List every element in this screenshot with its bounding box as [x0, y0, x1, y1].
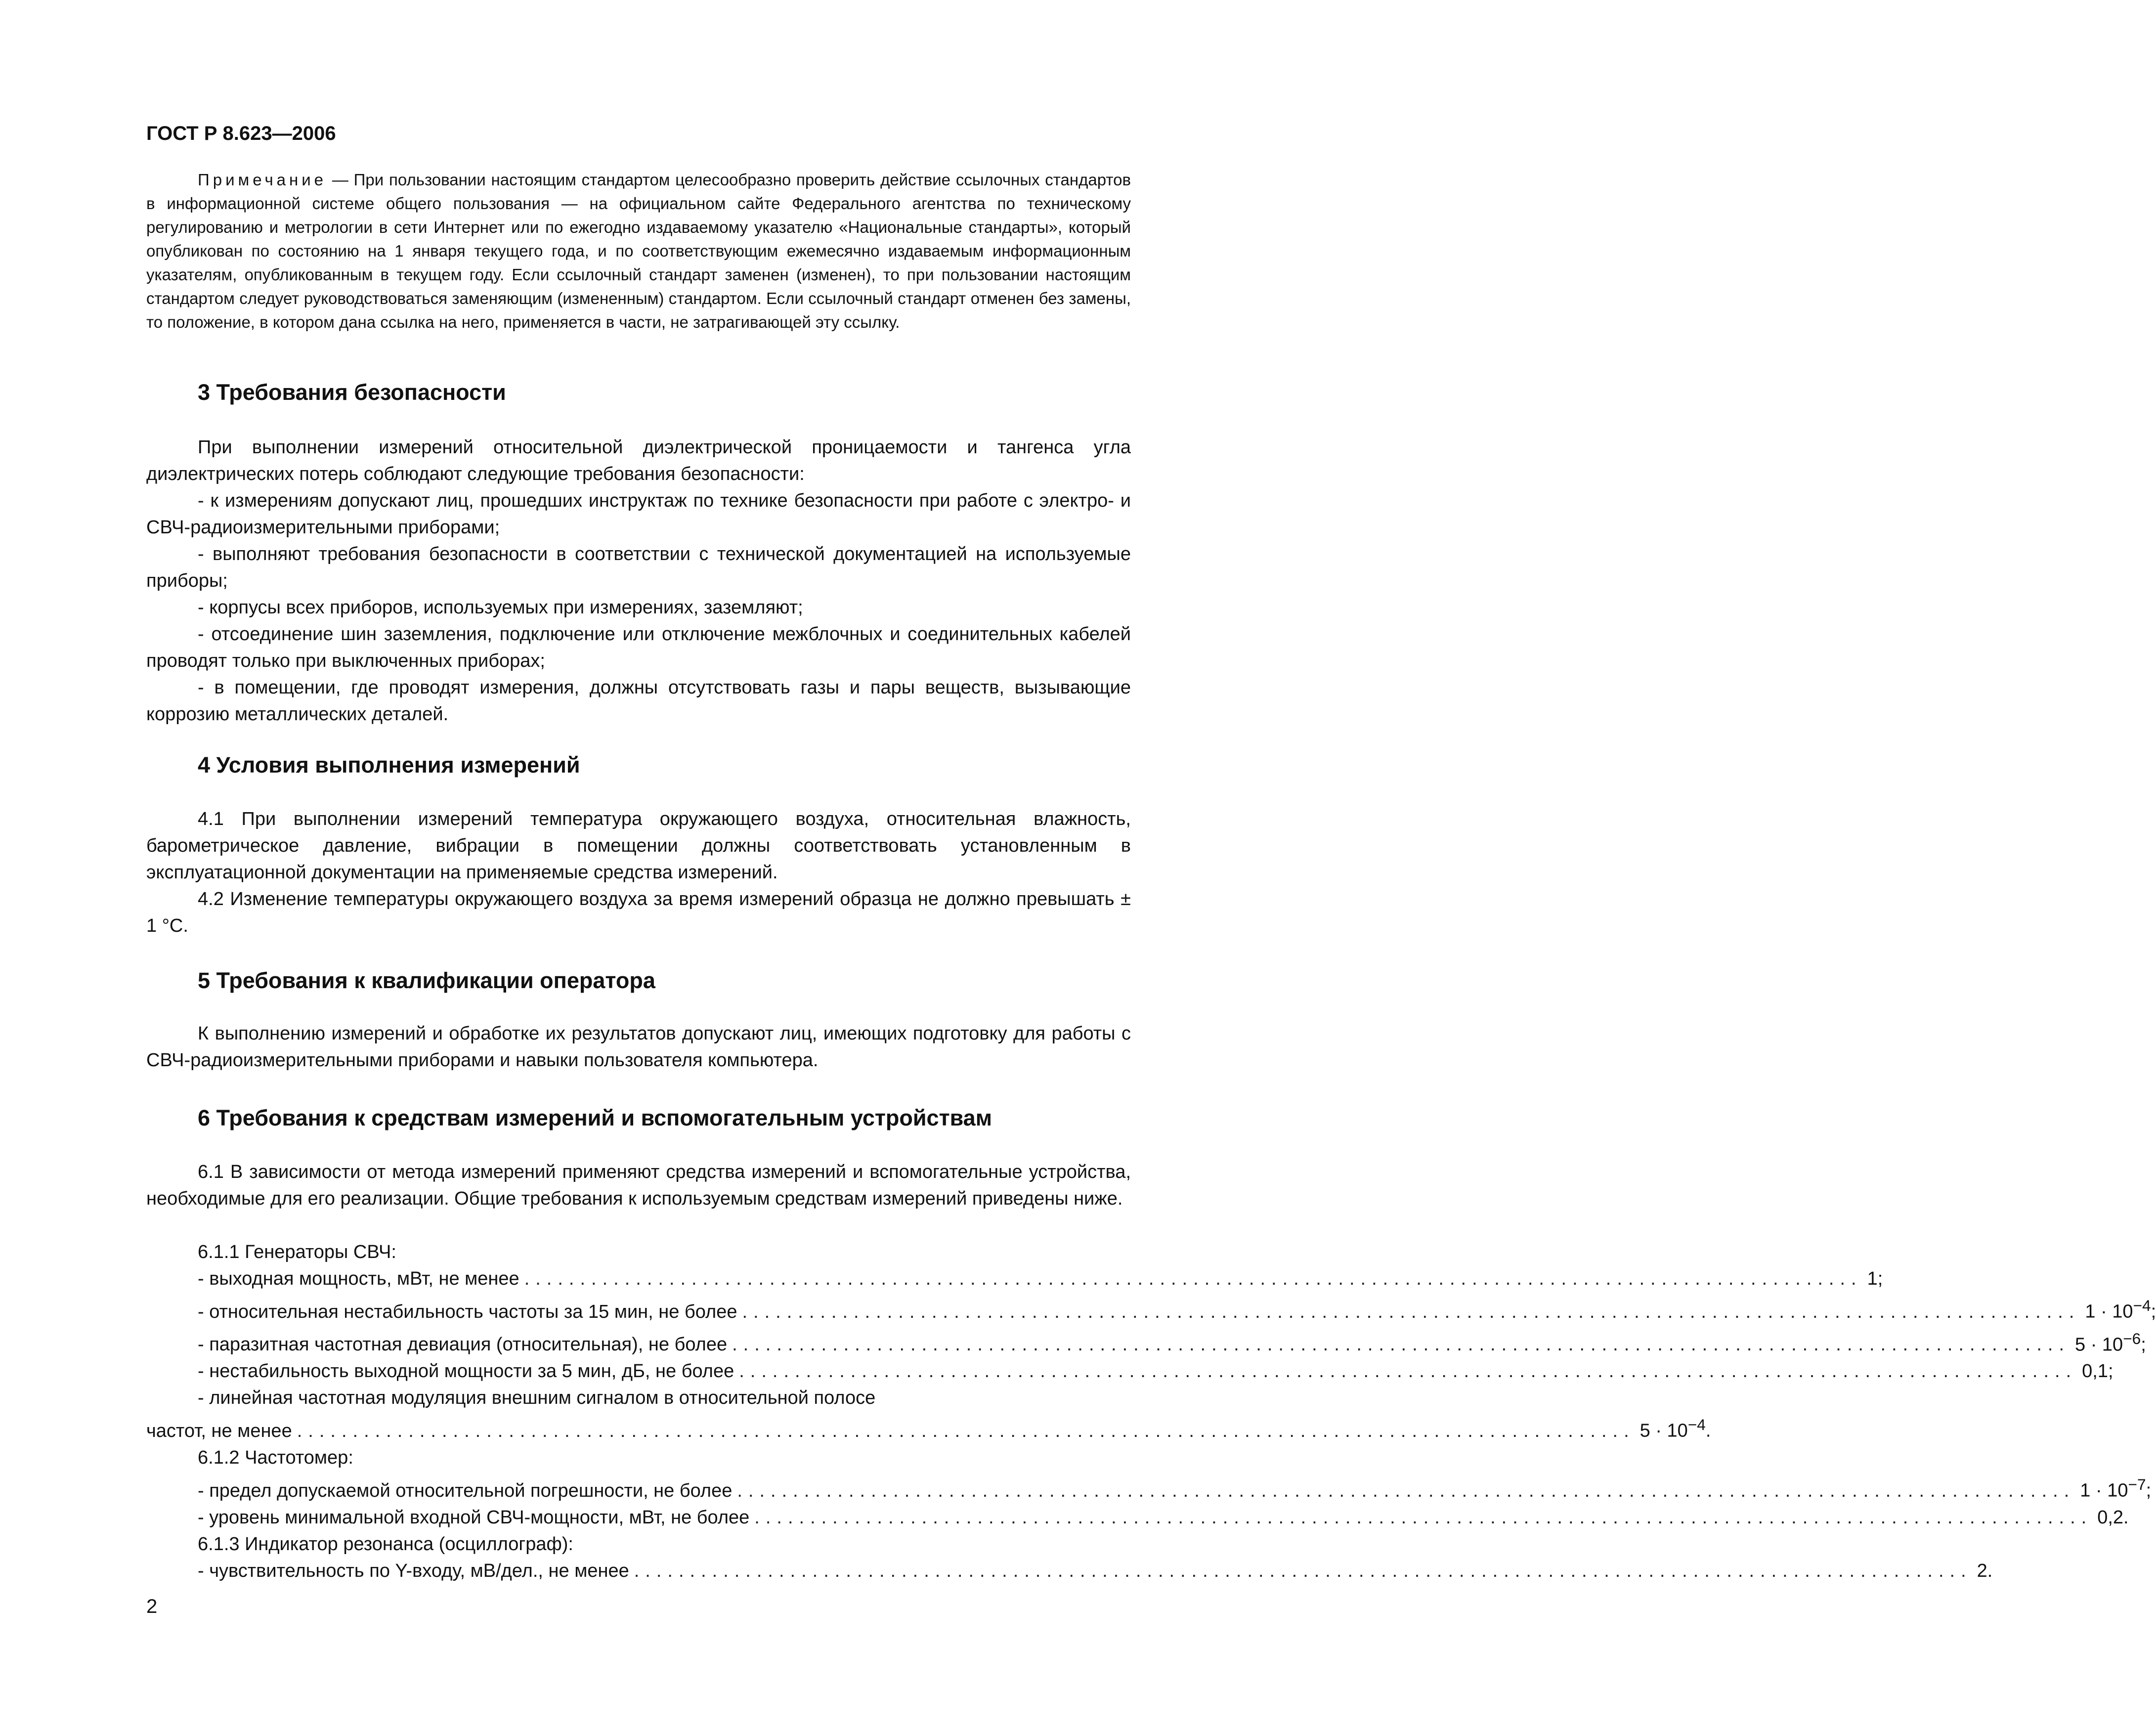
subsection-heading — [146, 1531, 1131, 1558]
section-5-heading: 5 Требования к квалификации оператора — [198, 968, 655, 993]
section-3-body — [146, 434, 1131, 728]
spec-value: $1 \cdot 10^{-7}$; — [2080, 1475, 2152, 1501]
leader-dots: ........................................................................................................................ — [742, 1301, 2080, 1322]
spec-label: - уровень минимальной входной СВЧ-мощности, мВт, не более — [198, 1507, 750, 1528]
leader-dots: ........................................................................................................................ — [634, 1560, 1972, 1581]
note-lead: Примечание — [198, 171, 327, 189]
subsection-heading — [146, 1239, 1131, 1265]
spec-label: - линейная частотная модуляция внешним сигналом в относительной полосе — [198, 1387, 876, 1409]
list-item: - корпусы всех приборов, используемых при измерениях, заземляют; — [198, 597, 803, 618]
leader-dots: ........................................................................................................................ — [297, 1420, 1635, 1441]
subsection-title: 6.1.1 Генераторы СВЧ: — [198, 1242, 396, 1262]
list-item: - в помещении, где проводят измерения, должны отсутствовать газы и пары веществ, вызывающие коррозию металлических деталей. — [146, 677, 1131, 725]
spec-row — [146, 1558, 1993, 1584]
leader-dots: ........................................................................................................................ — [737, 1480, 2075, 1501]
spec-label: - паразитная частотная девиация (относительная), не более — [198, 1334, 728, 1355]
section-3-heading: 3 Требования безопасности — [198, 380, 506, 405]
spec-row — [146, 1471, 2152, 1504]
list-item: - отсоединение шин заземления, подключение или отключение межблочных и соединительных кабелей проводят только при выключенных приборах; — [146, 624, 1131, 671]
paragraph: 4.1 При выполнении измерений температура окружающего воздуха, относительная влажность, барометрическое давление, вибрации в помещении должны соответствовать установленным в эксплуатационной документации на применяемые средства измерений. — [146, 809, 1131, 883]
spec-list — [146, 1239, 2156, 1584]
list-item: - к измерениям допускают лиц, прошедших инструктаж по технике безопасности при работе с электро- и СВЧ-радиоизмерительными приборами; — [146, 490, 1131, 538]
leader-dots: ........................................................................................................................ — [524, 1268, 1862, 1289]
spec-value: 1; — [1867, 1268, 1883, 1289]
section-6-intro — [146, 1159, 1131, 1212]
spec-label: - выходная мощность, мВт, не менее — [198, 1268, 519, 1289]
section-6-heading: 6 Требования к средствам измерений и вспомогательным устройствам — [198, 1105, 992, 1130]
paragraph: 6.1 В зависимости от метода измерений применяют средства измерений и вспомогательные устройства, необходимые для его реализации. Общие требования к используемым средствам измерений приведены ниже. — [146, 1162, 1131, 1209]
spec-row — [146, 1411, 1711, 1444]
spec-label: - относительная нестабильность частоты за 15 мин, не более — [198, 1301, 737, 1322]
leader-dots: ........................................................................................................................ — [739, 1361, 2077, 1382]
page-number: 2 — [146, 1596, 158, 1617]
spec-value: $5 \cdot 10^{-4}$. — [1639, 1416, 1711, 1441]
spec-value: $5 \cdot 10^{-6}$; — [2075, 1329, 2146, 1355]
spec-row — [146, 1265, 1883, 1292]
leader-dots: ........................................................................................................................ — [732, 1334, 2070, 1355]
paragraph: К выполнению измерений и обработке их результатов допускают лиц, имеющих подготовку для работы с СВЧ-радиоизмерительными приборами и навыки пользователя компьютера. — [146, 1023, 1131, 1071]
section-4-body — [146, 806, 1131, 939]
paragraph: При выполнении измерений относительной диэлектрической проницаемости и тангенса угла диэлектрических потерь соблюдают следующие требования безопасности: — [146, 437, 1131, 484]
spec-value: 0,2. — [2097, 1507, 2129, 1528]
note-paragraph — [146, 168, 1131, 334]
spec-row — [146, 1358, 2113, 1385]
note-text: — При пользовании настоящим стандартом целесообразно проверить действие ссылочных стандартов в информационной системе общего пользования — на официальном сайте Федерального агентства по техническому регулированию и метрологии в сети Интернет или по ежегодно издаваемому указателю «Национальные стандарты», который опубликован по состоянию на 1 января текущего года, и по соответствующим ежемесячно издаваемым информационным указателям, опубликованным в текущем году. Если ссылочный стандарт заменен (изменен), то при пользовании настоящим стандартом следует руководствоваться заменяющим (измененным) стандартом. Если ссылочный стандарт отменен без замены, то положение, в котором дана ссылка на него, применяется в части, не затрагивающей эту ссылку. — [146, 171, 1131, 331]
spec-label: - предел допускаемой относительной погрешности, не более — [198, 1480, 733, 1501]
paragraph: 4.2 Изменение температуры окружающего воздуха за время измерений образца не должно превышать ± 1 °С. — [146, 889, 1131, 936]
subsection-title: 6.1.2 Частотомер: — [198, 1447, 353, 1468]
spec-label: - чувствительность по Y-входу, мВ/дел., не менее — [198, 1560, 629, 1581]
spec-label: - нестабильность выходной мощности за 5 мин, дБ, не более — [198, 1361, 734, 1382]
document-header: ГОСТ Р 8.623—2006 — [146, 123, 336, 144]
spec-value: 0,1; — [2082, 1361, 2113, 1382]
subsection-heading — [146, 1444, 1131, 1471]
section-5-body — [146, 1020, 1131, 1074]
leader-dots: ........................................................................................................................ — [754, 1507, 2093, 1528]
section-4-heading: 4 Условия выполнения измерений — [198, 752, 580, 778]
spec-row — [146, 1292, 2156, 1325]
list-item: - выполняют требования безопасности в соответствии с технической документацией на используемые приборы; — [146, 544, 1131, 591]
spec-row — [146, 1504, 2129, 1531]
spec-label: частот, не менее — [146, 1420, 292, 1441]
spec-row — [146, 1325, 2146, 1358]
spec-value: 2. — [1977, 1560, 1993, 1581]
spec-value: $1 \cdot 10^{-4}$; — [2085, 1297, 2156, 1322]
spec-row-continued — [146, 1385, 1131, 1411]
subsection-title: 6.1.3 Индикатор резонанса (осциллограф): — [198, 1533, 573, 1555]
